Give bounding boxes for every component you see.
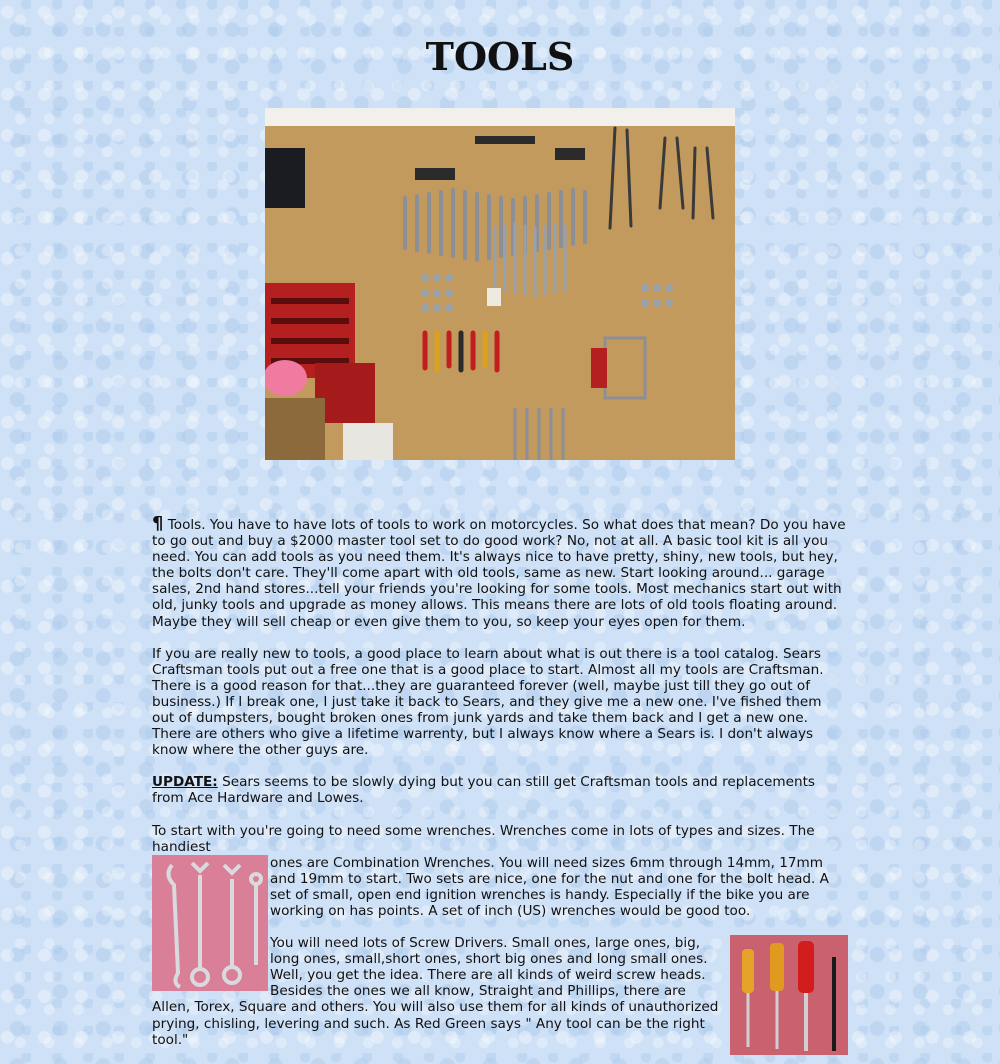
paragraph-wrenches — [152, 823, 848, 920]
screwdriver-illustration — [730, 935, 848, 1055]
wrench-illustration — [152, 855, 268, 991]
paragraph-intro-text: Tools. You have to have lots of tools to work on motorcycles. So what does that mean? Do you have to go out and buy a $2000 master tool set to do good work? No, not at all. A basic tool kit is all you need. You can add tools as you need them. It's always nice to have pretty, shiny, new tools, but hey, the bolts don't care. They'll come apart with old tools, same as new. Start looking around... garage sales, 2nd hand stores...tell your friends you're looking for some tools. Most mechanics start out with old, junky tools and upgrade as money allows. This means there are lots of old tools floating around. Maybe they will sell cheap or even give them to you, so keep your eyes open for them. — [152, 517, 846, 630]
paragraph-wrenches-intro: To start with you're going to need some wrenches. Wrenches come in lots of types and sizes. The handiest — [152, 822, 815, 855]
screwdrivers-photo — [730, 935, 848, 1055]
pilcrow-mark: ¶ — [152, 513, 164, 534]
pegboard-tool-wall-photo — [265, 108, 735, 460]
article-body — [152, 513, 848, 1064]
paragraph-update — [152, 774, 848, 806]
page-title: TOOLS — [425, 34, 575, 79]
paragraph-wrenches-text: ones are Combination Wrenches. You will need sizes 6mm through 14mm, 17mm and 19mm to start. Two sets are nice, one for the nut and one for the bolt head. A set of small, open end ignition wrenches is handy. Especially if the bike you are working on has points. A set of inch (US) wrenches would be good too. — [270, 854, 829, 919]
combination-wrenches-photo — [152, 855, 268, 991]
update-text: Sears seems to be slowly dying but you can still get Craftsman tools and replacements from Ace Hardware and Lowes. — [152, 774, 815, 807]
paragraph-intro — [152, 513, 848, 630]
paragraph-screwdrivers-text: You will need lots of Screw Drivers. Small ones, large ones, big, long ones, small,short ones, short big ones and long small ones. Well, you get the idea. There are all kinds of weird screw heads. Besides the ones we all know, Straight and Phillips, there are Allen, Torex, Square and others. You will also use them for all kinds of unauthorized prying, chisling, levering and such. As Red Green says " Any tool can be the right tool." — [152, 935, 719, 1048]
paragraph-catalog: If you are really new to tools, a good place to learn about what is out there is a tool catalog. Sears Craftsman tools put out a free one that is a good place to start. Almost all my tools are Craftsman. There is a good reason for that...they are guaranteed forever (well, maybe just till they go out of business.) If I break one, I just take it back to Sears, and they give me a new one. I've fished them out of dumpsters, bought broken ones from junk yards and take them back and I get a new one. There are others who give a lifetime warrenty, but I always know where a Sears is. I don't always know where the other guys are. — [152, 645, 824, 759]
update-label: UPDATE: — [152, 774, 218, 791]
pegboard-illustration — [265, 108, 735, 460]
